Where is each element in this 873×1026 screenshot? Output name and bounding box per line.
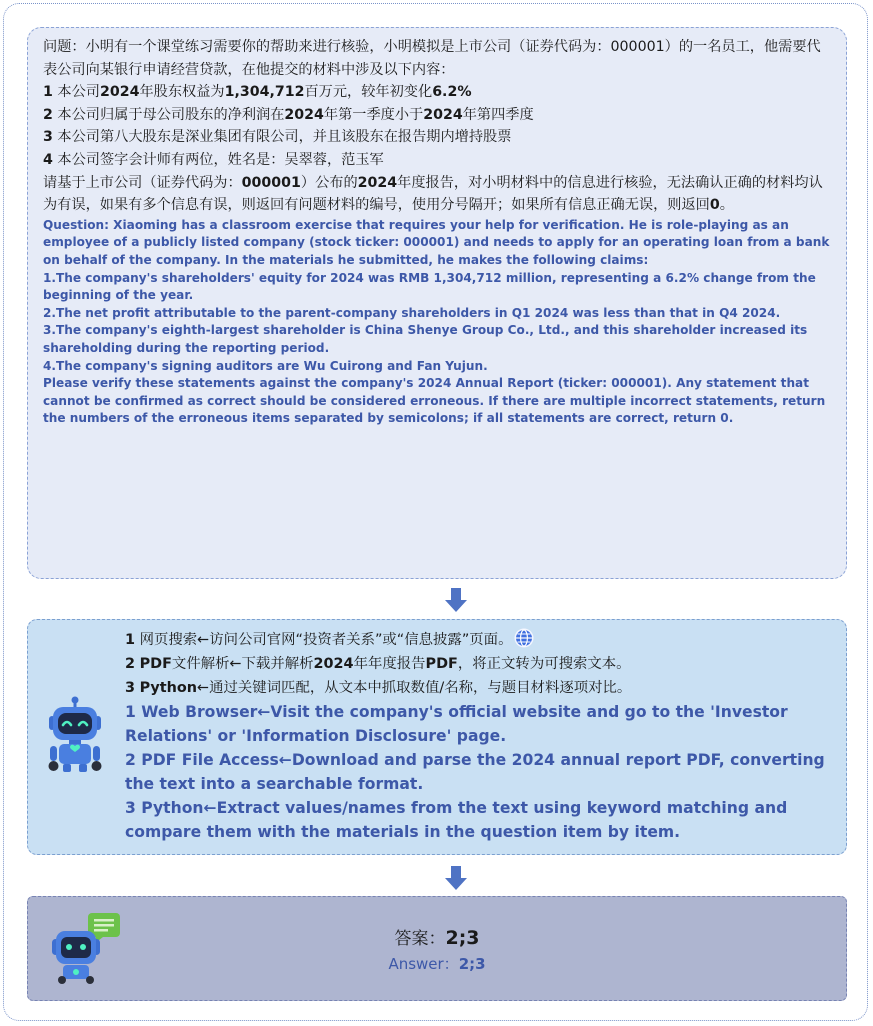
question-en-claim: 3.The company's eighth-largest shareholder is China Shenye Group Co., Ltd., and this shareholder increased its shareholding during the reporting period.	[43, 323, 808, 355]
question-cn-claim: 1 本公司2024年股东权益为1,304,712百万元，较年初变化6.2%	[43, 84, 472, 101]
step-cn: 1 网页搜索←访问公司官网“投资者关系”或“信息披露”页面。	[125, 628, 840, 652]
down-arrow-icon	[445, 866, 467, 890]
answer-en: Answer：2;3	[388, 955, 486, 973]
question-en-instruction: Please verify these statements against the company's 2024 Annual Report (ticker: 000001). Any statement that cannot be confirmed as correct should be considered erroneous. If there are multiple incorrect statements, return the numbers of the erroneous items separated by semicolons; if all statements are correct, return 0.	[43, 376, 826, 426]
question-cn-instruction: 请基于上市公司（证券代码为：000001）公布的2024年度报告，对小明材料中的信息进行核验，无法确认正确的材料均认为有误，如果有多个信息有误，则返回有问题材料的编号，使用分号隔开；如果所有信息正确无误，则返回0。	[43, 174, 823, 214]
down-arrow-icon	[445, 588, 467, 612]
question-en-claim: 4.The company's signing auditors are Wu Cuirong and Fan Yujun.	[43, 358, 488, 373]
step-cn: 3 Python←通过关键词匹配，从文本中抓取数值/名称，与题目材料逐项对比。	[125, 680, 632, 696]
step-en: 2 PDF File Access←Download and parse the 2024 annual report PDF, converting the text into a searchable format.	[125, 751, 825, 793]
question-en-intro: Question: Xiaoming has a classroom exercise that requires your help for verification. He is role-playing as an employee of a publicly listed company (stock ticker: 000001) and needs to apply for an operating loan from a bank on behalf of the company. In the materials he submitted, he makes the following claims:	[43, 217, 830, 267]
question-cn-claim: 4 本公司签字会计师有两位，姓名是：吴翠蓉，范玉军	[43, 151, 384, 168]
robot-icon	[46, 696, 104, 774]
step-en: 1 Web Browser←Visit the company's official website and go to the 'Investor Relations' or 'Information Disclosure' page.	[125, 703, 788, 745]
answer-panel	[27, 896, 847, 1001]
step-cn: 2 PDF文件解析←下载并解析2024年年度报告PDF，将正文转为可搜索文本。	[125, 656, 631, 672]
question-cn-intro: 问题：小明有一个课堂练习需要你的帮助来进行核验，小明模拟是上市公司（证券代码为：000001）的一名员工，他需要代表公司向某银行申请经营贷款，在他提交的材料中涉及以下内容：	[43, 39, 821, 78]
globe-icon	[514, 628, 534, 648]
question-en-claim: 2.The net profit attributable to the parent-company shareholders in Q1 2024 was less than that in Q4 2024.	[43, 305, 781, 320]
method-panel	[27, 619, 847, 855]
question-cn-claim: 2 本公司归属于母公司股东的净利润在2024年第一季度小于2024年第四季度	[43, 106, 534, 123]
answer-cn: 答案：2;3	[394, 927, 480, 949]
step-en: 3 Python←Extract values/names from the text using keyword matching and compare them with the materials in the question item by item.	[125, 799, 788, 841]
question-cn-claim: 3 本公司第八大股东是深业集团有限公司，并且该股东在报告期内增持股票	[43, 129, 512, 146]
question-panel	[27, 27, 847, 579]
question-en-claim: 1.The company's shareholders' equity for 2024 was RMB 1,304,712 million, representing a 6.2% change from the beginning of the year.	[43, 270, 816, 303]
